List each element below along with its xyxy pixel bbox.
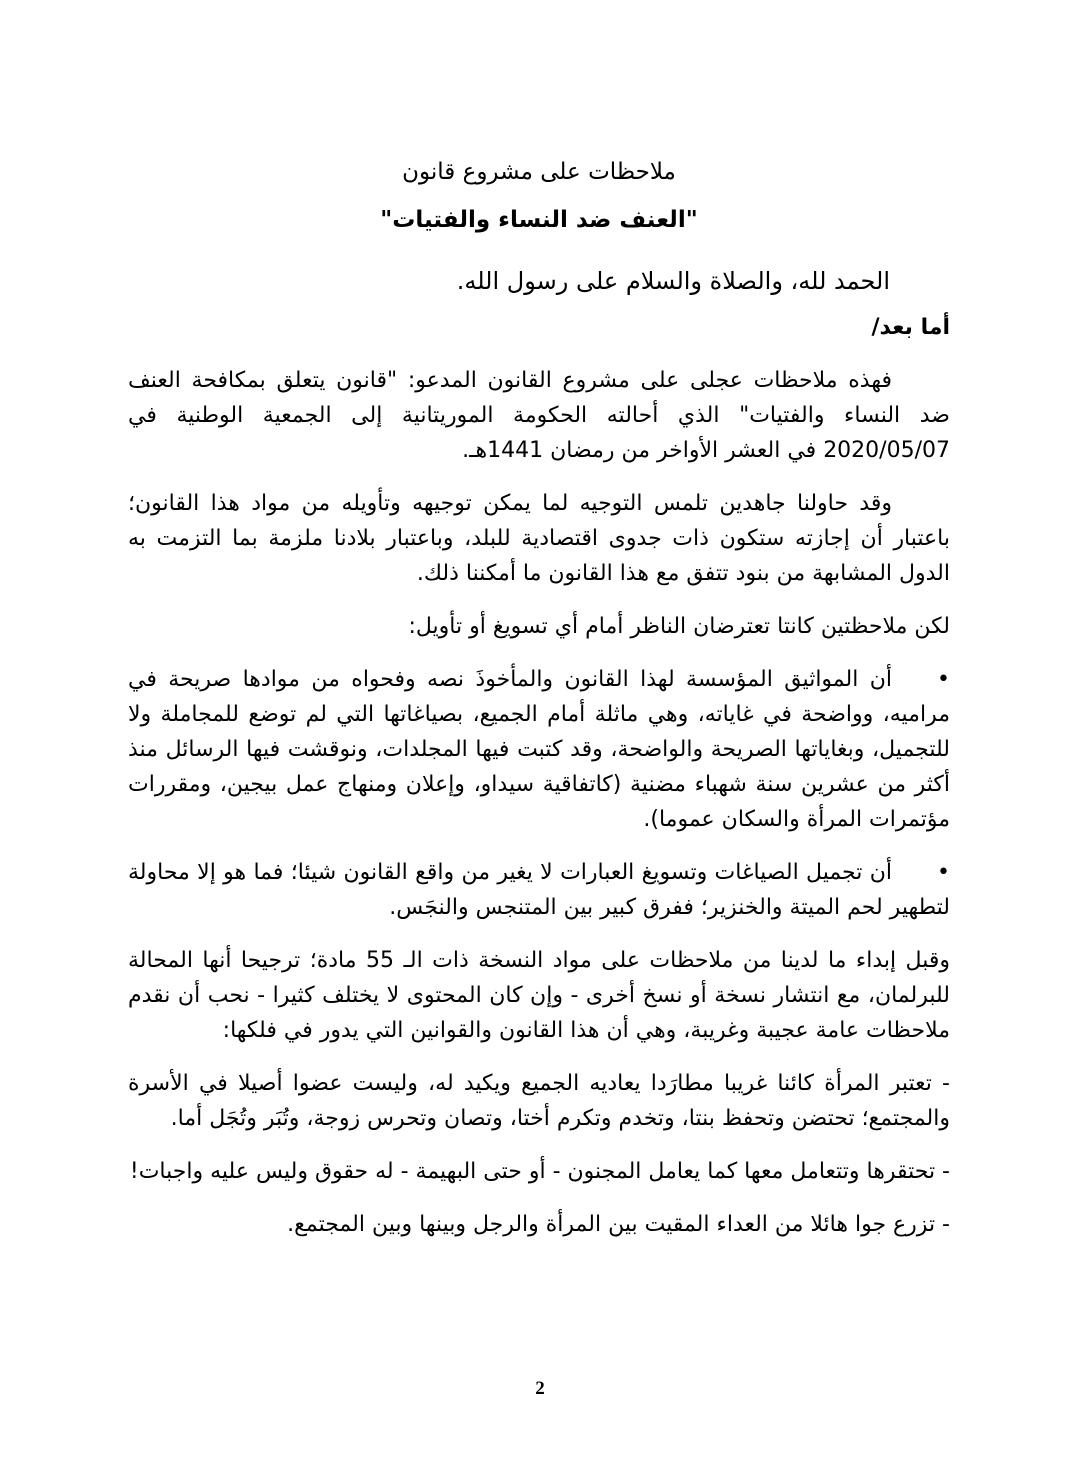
amma-heading: أما بعد/ bbox=[871, 315, 950, 340]
document-subtitle: "العنف ضد النساء والفتيات" bbox=[380, 207, 698, 233]
bullet-text: أن المواثيق المؤسسة لهذا القانون والمأخوذَ نصه وفحواه من موادها صريحة في مراميه، وواضحة في غاياته، وهي ماثلة أمام الجميع، بصياغاتها التي لم توضع للمجاملة ولا للتجميل، وبغاياتها الصريحة والواضحة، وقد كتبت فيها المجلدات، ونوقشت فيها الرسائل منذ أكثر من عشرين سنة شهباء مضنية (كاتفاقية سيداو، وإعلان ومنهاج عمل بيجين، ومقررات مؤتمرات المرأة والسكان عموما). bbox=[128, 667, 950, 832]
paragraph-two-remarks: لكن ملاحظتين كانتا تعترضان الناظر أمام أي تسويغ أو تأويل: bbox=[408, 614, 950, 639]
bullet-icon: • bbox=[937, 667, 950, 692]
remark-item: - تحتقرها وتتعامل معها كما يعامل المجنون - أو حتى البهيمة - له حقوق وليس عليه واجبات! bbox=[129, 1159, 950, 1184]
remark-item: - تزرع جوا هائلا من العداء المقيت بين المرأة والرجل وبينها وبين المجتمع. bbox=[287, 1212, 950, 1237]
praise-line: الحمد لله، والصلاة والسلام على رسول الله. bbox=[456, 267, 890, 295]
document-title: ملاحظات على مشروع قانون bbox=[402, 159, 676, 185]
paragraph-attempt: وقد حاولنا جاهدين تلمس التوجيه لما يمكن توجيهه وتأويله من مواد هذا القانون؛ باعتبار أن إجازته ستكون ذات جدوى اقتصادية للبلد، وباعتبار بلادنا ملزمة بما التزمت به الدول المشابهة من بنود تتفق مع هذا القانون ما أمكننا ذلك. bbox=[128, 491, 950, 586]
remark-item: - تعتبر المرأة كائنا غريبا مطارَدا يعاديه الجميع ويكيد له، وليست عضوا أصيلا في الأسرة والمجتمع؛ تحتضن وتحفظ بنتا، وتخدم وتكرم أختا، وتصان وتحرس زوجة، وتُبَر وتُجَل أما. bbox=[128, 1071, 950, 1131]
paragraph-intro: فهذه ملاحظات عجلى على مشروع القانون المدعو: "قانون يتعلق بمكافحة العنف ضد النساء والفتيات" الذي أحالته الحكومة الموريتانية إلى الجمعية الوطنية في 2020/05/07 في العشر الأواخر من رمضان 1441هـ. bbox=[128, 368, 950, 463]
bullet-icon: • bbox=[937, 860, 950, 885]
bullet-text: أن تجميل الصياغات وتسويغ العبارات لا يغير من واقع القانون شيئا؛ فما هو إلا محاولة لتطهير لحم الميتة والخنزير؛ ففرق كبير بين المتنجس والنجَس. bbox=[128, 860, 950, 920]
document-body bbox=[128, 155, 950, 1242]
bullet-item bbox=[128, 855, 950, 925]
paragraph-general-remarks: وقبل إبداء ما لدينا من ملاحظات على مواد النسخة ذات الـ 55 مادة؛ ترجيحا أنها المحالة للبرلمان، مع انتشار نسخة أو نسخ أخرى - وإن كان المحتوى لا يختلف كثيرا - نحب أن نقدم ملاحظات عامة عجيبة وغريبة، وهي أن هذا القانون والقوانين التي يدور في فلكها: bbox=[128, 948, 951, 1043]
bullet-item bbox=[128, 662, 950, 837]
page-number: 2 bbox=[535, 1378, 545, 1399]
